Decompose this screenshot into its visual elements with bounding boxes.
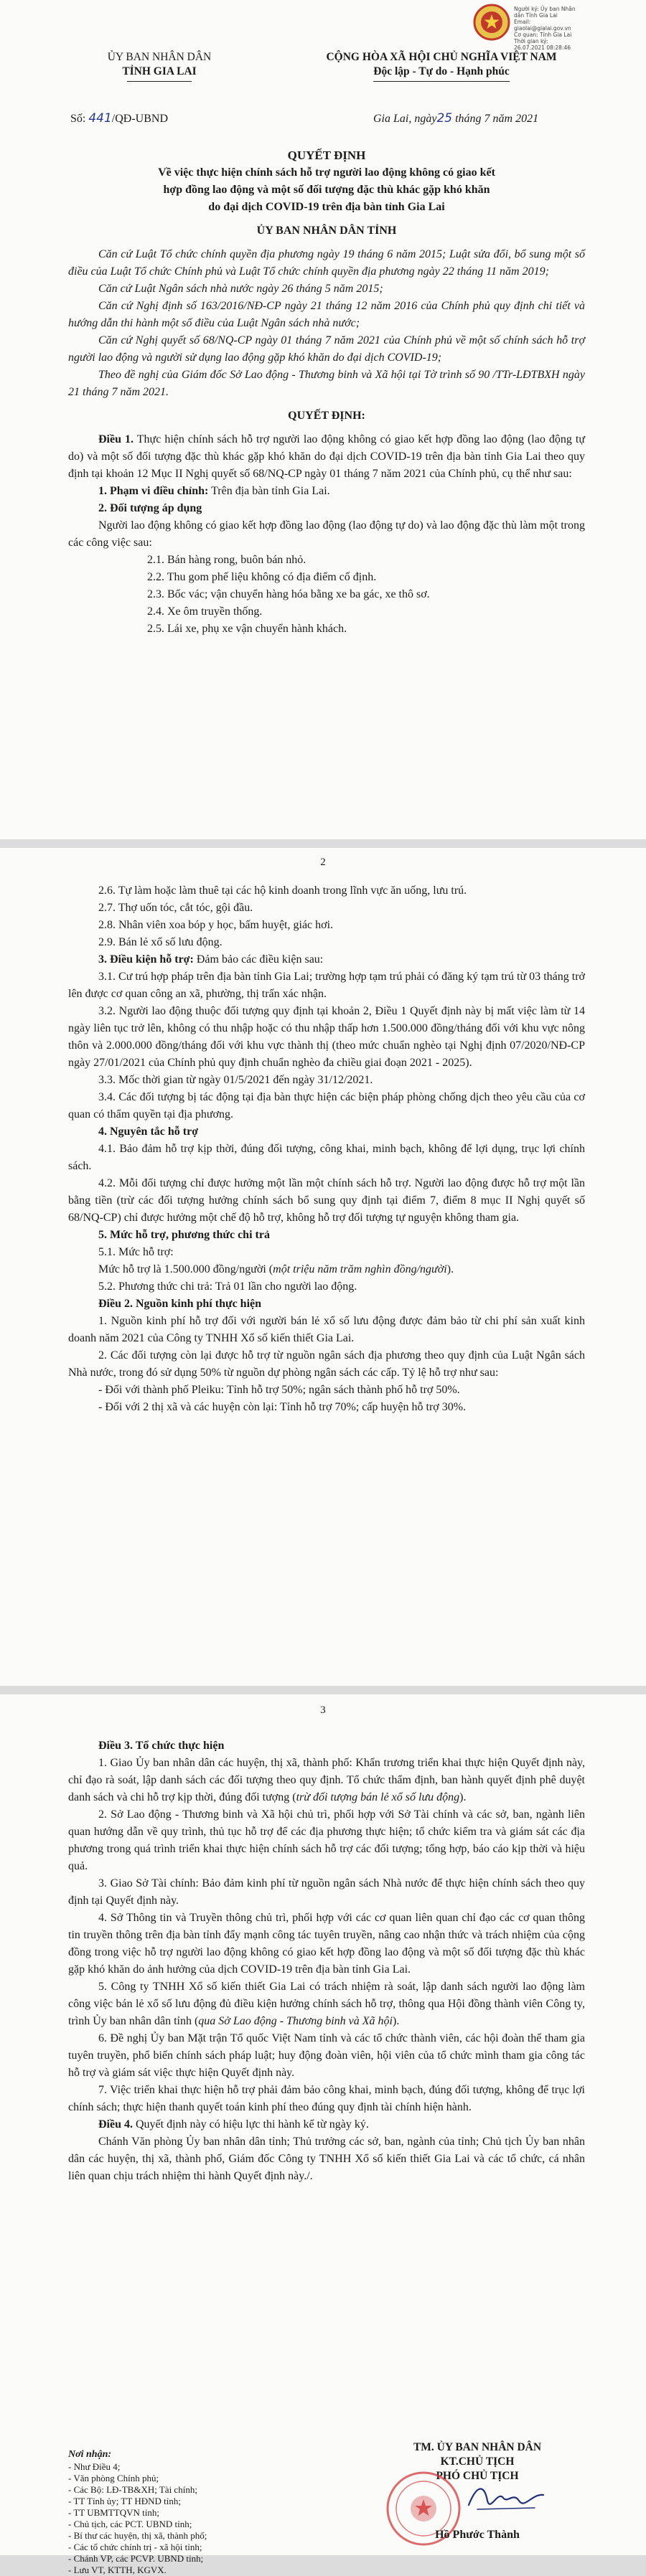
article-2-label: Điều 2. Nguồn kinh phí thực hiện	[98, 1298, 262, 1310]
article-3-paragraph: 2. Sở Lao động - Thương binh và Xã hội chủ trì, phối hợp với Sở Tài chính và các sở, ban, ngành liên quan hướng dẫn về quy trình, thủ tục hỗ trợ để các địa phương thực hiện; tổ chức kiểm tra và giám sát các địa phương trong quá trình triển khai thực hiện chính sách hỗ trợ các đối tượng; tổng hợp, báo cáo kịp thời và hiệu quả.	[68, 1808, 585, 1872]
decides-heading: QUYẾT ĐỊNH:	[288, 410, 365, 422]
article-3-paragraph: 4. Sở Thông tin và Truyền thông chủ trì, phối hợp với các cơ quan liên quan chỉ đạo các cơ quan thông tin truyền thông trên địa bàn tỉnh đẩy mạnh công tác tuyên truyền, nâng cao nhận thức và trách nhiệm của cộng đồng trong việc hỗ trợ người lao động không có giao kết hợp đồng lao động và một số đối tượng đặc thù khác gặp khó khăn do ảnh hưởng của dịch COVID-19 trên địa bàn tỉnh Gia Lai.	[68, 1912, 585, 1976]
document-page-2	[0, 848, 646, 1686]
article-4-text: Quyết định này có hiệu lực thi hành kể từ ngày ký.	[133, 2118, 369, 2131]
list-item: 2.2. Thu gom phế liệu không có địa điểm cố định.	[147, 571, 377, 583]
paragraph-end: ).	[459, 1791, 467, 1803]
section-label: 1. Phạm vi điều chỉnh:	[98, 485, 209, 497]
signer-line-3: PHÓ CHỦ TỊCH	[436, 2470, 519, 2482]
date-suffix: tháng 7 năm 2021	[455, 113, 539, 125]
signer-name: Hồ Phước Thành	[435, 2529, 520, 2541]
docno-handwritten: 441	[88, 111, 112, 126]
recipient-item: - Chánh VP, các PCVP. UBND tỉnh;	[68, 2553, 204, 2564]
page-2-body	[68, 882, 585, 1416]
recipient-item: - Như Điều 4;	[68, 2461, 121, 2472]
section-1-3	[68, 951, 585, 968]
decision-subtitle-1: Về việc thực hiện chính sách hỗ trợ người lao động không có giao kết	[158, 166, 495, 179]
list-item: 3.1. Cư trú hợp pháp trên địa bàn tỉnh Gia Lai; trường hợp tạm trú phải có đăng ký tạm trú từ 03 tháng trở lên được cơ quan công an xã, phường, thị trấn xác nhận.	[68, 971, 585, 1000]
list-item: 2.5. Lái xe, phụ xe vận chuyển hành khách.	[147, 623, 347, 635]
paragraph-italic: trừ đối tượng bán lẻ xổ số lưu động	[296, 1791, 460, 1803]
section-5-1: 5.1. Mức hỗ trợ:	[98, 1246, 174, 1258]
article-3-label: Điều 3. Tổ chức thực hiện	[98, 1740, 225, 1752]
recipients-title: Nơi nhận:	[68, 2449, 112, 2460]
article-2-paragraph: 1. Nguồn kinh phí hỗ trợ đối với người bán lẻ xổ số lưu động được đảm bảo từ chi phí sản xuất kinh doanh năm 2021 của Công ty TNHH Xổ số kiến thiết Gia Lai.	[68, 1315, 585, 1344]
issuing-agency	[66, 50, 253, 82]
handwritten-signature	[463, 2476, 549, 2519]
paragraph-italic: qua Sở Lao động - Thương binh và Xã hội	[198, 2015, 393, 2027]
signature-line: 26.07.2021 08:28:46	[514, 44, 571, 51]
article-4-paragraph: Chánh Văn phòng Ủy ban nhân dân tỉnh; Thủ trưởng các sở, ban, ngành của tỉnh; Chủ tịch Ủy ban nhân dân các huyện, thị xã, thành phố, Giám đốc Công ty TNHH Xổ số kiến thiết Gia Lai và các tổ chức, cá nhân liên quan chịu trách nhiệm thi hành Quyết định này./.	[68, 2136, 585, 2182]
date-prefix: Gia Lai, ngày	[373, 113, 437, 125]
list-item: 3.2. Người lao động thuộc đối tượng quy định tại khoản 2, Điều 1 Quyết định này bị mất việc làm từ 14 ngày liên tục trở lên, không có thu nhập hoặc có thu nhập thấp hơn 1.500.000 đồng/tháng đối với khu vực nông thôn và 2.000.000 đồng/tháng đối với khu vực thành thị (theo mức chuẩn nghèo tại Nghị định 07/2020/NĐ-CP ngày 27/01/2021 của Chính phủ quy định chuẩn nghèo đa chiều giai đoạn 2021 - 2025).	[68, 1005, 585, 1069]
list-item: 2.6. Tự làm hoặc làm thuê tại các hộ kinh doanh trong lĩnh vực ăn uống, lưu trú.	[98, 884, 467, 897]
recipient-item: - Chủ tịch, các PCT. UBND tỉnh;	[68, 2519, 192, 2529]
docno-suffix: /QĐ-UBND	[111, 113, 169, 125]
paragraph-text: 1. Giao Ủy ban nhân dân các huyện, thị xã, thành phố: Khẩn trương triển khai thực hiện Quyết định này, chỉ đạo rà soát, lập danh sách các đối tượng theo quy định. Tổ chức thẩm định, ban hành quyết định phê duyệt danh sách và chi hỗ trợ kịp thời, đúng đối tượng (	[68, 1757, 585, 1803]
support-amount-end: ).	[446, 1263, 454, 1275]
recipient-item: - Lưu VT, KTTH, KGVX.	[68, 2565, 167, 2575]
list-item: 2.3. Bốc vác; vận chuyển hàng hóa bằng xe ba gác, xe thô sơ.	[147, 588, 430, 600]
nation-underline	[373, 81, 510, 82]
article-4-label: Điều 4.	[98, 2118, 133, 2131]
article-1-label: Điều 1.	[98, 433, 134, 445]
section-text: Trên địa bàn tỉnh Gia Lai.	[208, 485, 330, 497]
decision-title: QUYẾT ĐỊNH	[287, 148, 366, 162]
recipients-list	[68, 2449, 305, 2576]
section-1-1	[68, 483, 585, 500]
support-amount-text: Mức hỗ trợ là 1.500.000 đồng/người (	[98, 1263, 273, 1275]
page-number: 3	[320, 1704, 326, 1716]
recipient-item: - TT Tỉnh ủy; TT HĐND tỉnh;	[68, 2496, 181, 2506]
support-amount-words: một triệu năm trăm nghìn đồng/người	[273, 1263, 447, 1275]
signer-line-1: TM. ỦY BAN NHÂN DÂN	[413, 2441, 542, 2453]
section-1-2-label: 2. Đối tượng áp dụng	[98, 502, 202, 514]
section-1-2-text: Người lao động không có giao kết hợp đồng lao động (lao động tự do) và lao động đặc thù làm một trong các công việc sau:	[68, 519, 585, 549]
nation-line-2: Độc lập - Tự do - Hạnh phúc	[373, 65, 510, 77]
signature-line: Thời gian ký:	[514, 38, 548, 44]
article-3-paragraph	[68, 1978, 585, 2030]
article-2-paragraph: 2. Các đối tượng còn lại được hỗ trợ từ nguồn ngân sách địa phương theo quy định của Luật Ngân sách Nhà nước, trong đó sử dụng 50% từ nguồn dự phòng ngân sách các cấp. Tỷ lệ hỗ trợ như sau:	[68, 1349, 585, 1379]
signature-line: Người ký: Ủy ban Nhân	[514, 6, 576, 12]
agency-line-2: TỈNH GIA LAI	[122, 65, 197, 77]
signature-line: dân Tỉnh Gia Lai	[514, 12, 558, 19]
issue-date	[373, 111, 538, 126]
signature-line: Email:	[514, 19, 531, 25]
agency-line-1: ỦY BAN NHÂN DÂN	[107, 51, 212, 63]
article-3-paragraph: 3. Giao Sở Tài chính: Bảo đảm kinh phí từ nguồn ngân sách Nhà nước để thực hiện chính sách theo quy định tại Quyết định này.	[68, 1877, 585, 1907]
section-5-2: 5.2. Phương thức chi trả: Trả 01 lần cho người lao động.	[98, 1280, 357, 1293]
recipient-item: - Bí thư các huyện, thị xã, thành phố;	[68, 2530, 207, 2541]
paragraph-text: 5. Công ty TNHH Xổ số kiến thiết Gia Lai có trách nhiệm rà soát, lập danh sách người lao động làm công việc bán lẻ xổ số lưu động đủ điều kiện hưởng chính sách hỗ trợ, thông qua Hội đồng thành viên Công ty, trình Ủy ban nhân dân tỉnh (	[68, 1981, 585, 2027]
article-2-paragraph: - Đối với 2 thị xã và các huyện còn lại: Tỉnh hỗ trợ 70%; cấp huyện hỗ trợ 30%.	[98, 1401, 467, 1413]
recipient-item: - Các tổ chức chính trị - xã hội tỉnh;	[68, 2542, 202, 2552]
support-amount	[68, 1261, 585, 1278]
article-2-paragraph: - Đối với thành phố Pleiku: Tỉnh hỗ trợ 50%; ngân sách thành phố hỗ trợ 50%.	[98, 1384, 460, 1396]
article-1	[68, 431, 585, 483]
document-page-1	[0, 0, 646, 839]
list-item: 3.3. Mốc thời gian từ ngày 01/5/2021 đến ngày 31/12/2021.	[98, 1074, 373, 1086]
document-page-3	[0, 1694, 646, 2575]
recipient-item: - Các Bộ: LĐ-TB&XH; Tài chính;	[68, 2484, 197, 2495]
legal-basis: Căn cứ Nghị quyết số 68/NQ-CP ngày 01 tháng 7 năm 2021 của Chính phủ về một số chính sách hỗ trợ người lao động và người sử dụng lao động gặp khó khăn do đại dịch COVID-19;	[68, 334, 585, 364]
section-label: 3. Điều kiện hỗ trợ:	[98, 953, 194, 966]
article-3-paragraph: 7. Việc triển khai thực hiện hỗ trợ phải đảm bảo công khai, minh bạch, đúng đối tượng, không để trục lợi chính sách; thực hiện thanh quyết toán kinh phí theo đúng quy định tài chính hiện hành.	[68, 2084, 585, 2113]
article-3-paragraph	[68, 1755, 585, 1806]
recipient-item: - Văn phòng Chính phủ;	[68, 2473, 159, 2483]
decision-subtitle-3: do đại dịch COVID-19 trên địa bàn tỉnh Gia Lai	[208, 201, 445, 213]
docno-prefix: Số:	[70, 113, 86, 125]
list-item: 3.4. Các đối tượng bị tác động tại địa bàn thực hiện các biện pháp phòng chống dịch theo yêu cầu của cơ quan có thẩm quyền tại địa phương.	[68, 1091, 585, 1120]
section-1-4-label: 4. Nguyên tắc hỗ trợ	[98, 1126, 199, 1138]
list-item: 4.1. Bảo đảm hỗ trợ kịp thời, đúng đối tượng, công khai, minh bạch, không để lợi dụng, trục lợi chính sách.	[68, 1143, 585, 1172]
article-4	[68, 2116, 585, 2133]
paragraph-end: ).	[393, 2015, 400, 2027]
legal-basis: Căn cứ Luật Ngân sách nhà nước ngày 26 tháng 5 năm 2015;	[98, 283, 383, 295]
agency-underline	[127, 81, 192, 82]
national-motto	[287, 50, 596, 82]
section-text: Đảm bảo các điều kiện sau:	[193, 953, 324, 966]
page-number: 2	[320, 857, 326, 868]
date-handwritten: 25	[436, 111, 453, 126]
authority-heading: ỦY BAN NHÂN DÂN TỈNH	[256, 225, 397, 237]
state-emblem-icon	[472, 3, 511, 42]
legal-basis: Căn cứ Luật Tổ chức chính quyền địa phương ngày 19 tháng 6 năm 2015; Luật sửa đổi, bổ sung một số điều của Luật Tổ chức Chính phủ và Luật Tổ chức chính quyền địa phương ngày 22 tháng 11 năm 2019;	[68, 248, 585, 278]
article-1-text: Thực hiện chính sách hỗ trợ người lao động không có giao kết hợp đồng lao động (lao động tự do) và một số đối tượng đặc thù khác gặp khó khăn do đại dịch COVID-19 trên địa bàn tỉnh Gia Lai theo quy định tại khoản 12 Mục II Nghị quyết số 68/NQ-CP ngày 01 tháng 7 năm 2021 của Chính phủ, cụ thể như sau:	[68, 433, 585, 480]
list-item: 2.9. Bán lẻ xổ số lưu động.	[98, 936, 223, 948]
list-item: 2.8. Nhân viên xoa bóp y học, bấm huyệt, giác hơi.	[98, 919, 334, 931]
page-1-body	[68, 147, 585, 638]
list-item: 2.7. Thợ uốn tóc, cắt tóc, gội đầu.	[98, 902, 253, 914]
list-item: 4.2. Mỗi đối tượng chỉ được hưởng một lần một chính sách hỗ trợ. Người lao động được hỗ trợ một lần bằng tiền (trừ các đối tượng hưởng chính sách bổ sung quy định tại điểm 7, điểm 8 mục II Nghị quyết số 68/NQ-CP) chỉ được hưởng một chế độ hỗ trợ, không hỗ trợ đối tượng tự nguyện không tham gia.	[68, 1177, 585, 1224]
legal-basis: Căn cứ Nghị định số 163/2016/NĐ-CP ngày 21 tháng 12 năm 2016 của Chính phủ quy định chi tiết và hướng dẫn thi hành một số điều của Luật Ngân sách nhà nước;	[68, 300, 585, 329]
page-3-body	[68, 1737, 585, 2185]
document-number	[70, 111, 168, 126]
list-item: 2.1. Bán hàng rong, buôn bán nhỏ.	[147, 554, 306, 566]
signer-line-2: KT.CHỦ TỊCH	[440, 2455, 515, 2468]
article-3-paragraph: 6. Đề nghị Ủy ban Mặt trận Tổ quốc Việt Nam tỉnh và các tổ chức thành viên, các hội đoàn thể tham gia tuyên truyền, phổ biến chính sách pháp luật; huy động đoàn viên, hội viên của tổ chức mình tham gia công tác hỗ trợ và giám sát việc thực hiện Quyết định này.	[68, 2032, 585, 2079]
section-1-5-label: 5. Mức hỗ trợ, phương thức chi trả	[98, 1229, 270, 1241]
legal-basis: Theo đề nghị của Giám đốc Sở Lao động - Thương binh và Xã hội tại Tờ trình số 90 /TTr-LĐTBXH ngày 21 tháng 7 năm 2021.	[68, 369, 585, 398]
signature-line: Cơ quan: Tỉnh Gia Lai	[514, 32, 572, 38]
recipient-item: - TT UBMTTQVN tỉnh;	[68, 2507, 159, 2518]
digital-signature-block	[472, 3, 637, 51]
list-item: 2.4. Xe ôm truyền thống.	[147, 605, 263, 618]
decision-subtitle-2: hợp đồng lao động và một số đối tượng đặc thù khác gặp khó khăn	[163, 184, 490, 196]
signature-line: giaolai@gialai.gov.vn	[514, 25, 571, 32]
nation-line-1: CỘNG HÒA XÃ HỘI CHỦ NGHĨA VIỆT NAM	[326, 51, 557, 63]
